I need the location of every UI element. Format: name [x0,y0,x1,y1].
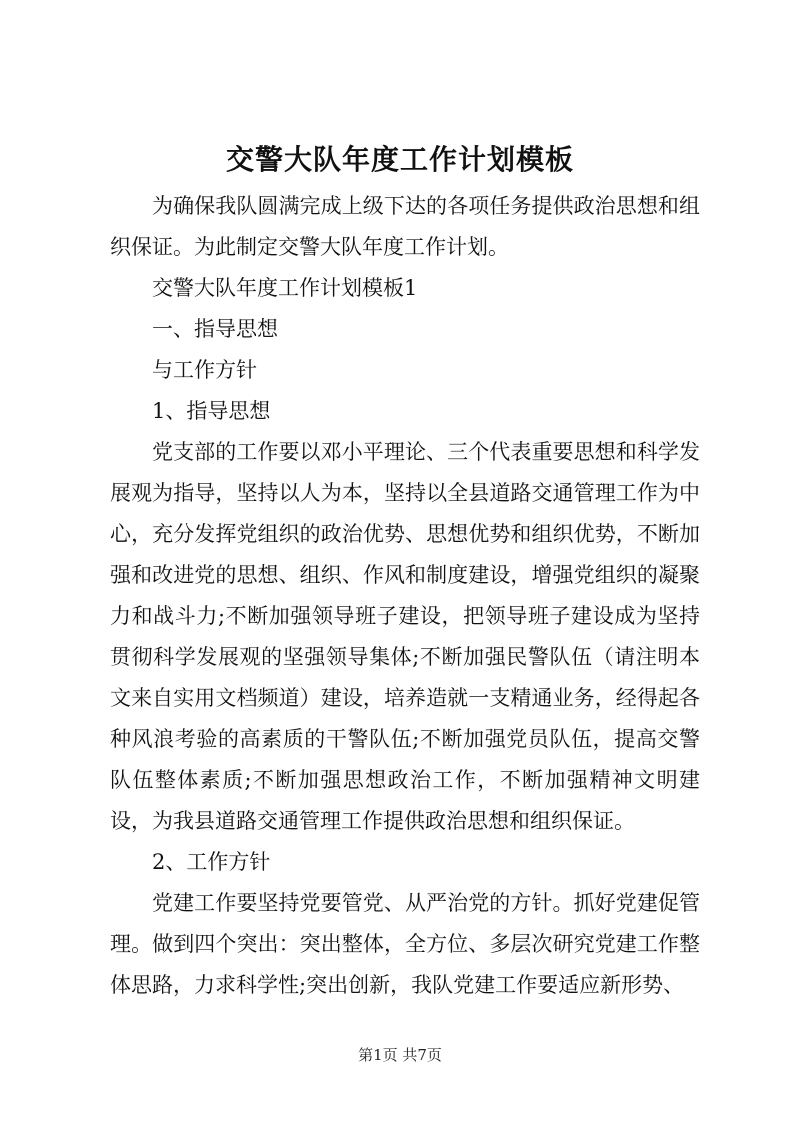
page-number-footer: 第1页 共7页 [358,1046,442,1064]
subsection-heading-2: 2、工作方针 [152,850,271,874]
subsection-heading-1: 1、指导思想 [152,399,271,423]
section-heading-guiding-thought: 一、指导思想 [152,317,278,341]
template-heading: 交警大队年度工作计划模板1 [152,276,418,300]
work-policy-paragraph: 党建工作要坚持党要管党、从严治党的方针。抓好党建促管理。做到四个突出：突出整体，全方位、多层次研究党建工作整体思路，力求科学性;突出创新，我队党建工作要适应新形势、 [110,891,700,997]
guiding-thought-paragraph: 党支部的工作要以邓小平理论、三个代表重要思想和科学发展观为指导，坚持以人为本，坚持以全县道路交通管理工作为中心，充分发挥党组织的政治优势、思想优势和组织优势，不断加强和改进党的思想、组织、作风和制度建设，增强党组织的凝聚力和战斗力;不断加强领导班子建设，把领导班子建设成为坚持贯彻科学发展观的坚强领导集体;不断加强民警队伍（请注明本文来自实用文档频道）建设，培养造就一支精通业务，经得起各种风浪考验的高素质的干警队伍;不断加强党员队伍，提高交警队伍整体素质;不断加强思想政治工作，不断加强精神文明建设，为我县道路交通管理工作提供政治思想和组织保证。 [110,440,700,833]
document-body [110,186,700,1006]
section-heading-work-policy: 与工作方针 [152,358,257,382]
document-title: 交警大队年度工作计划模板 [225,143,574,176]
intro-paragraph: 为确保我队圆满完成上级下达的各项任务提供政治思想和组织保证。为此制定交警大队年度工作计划。 [110,194,700,259]
